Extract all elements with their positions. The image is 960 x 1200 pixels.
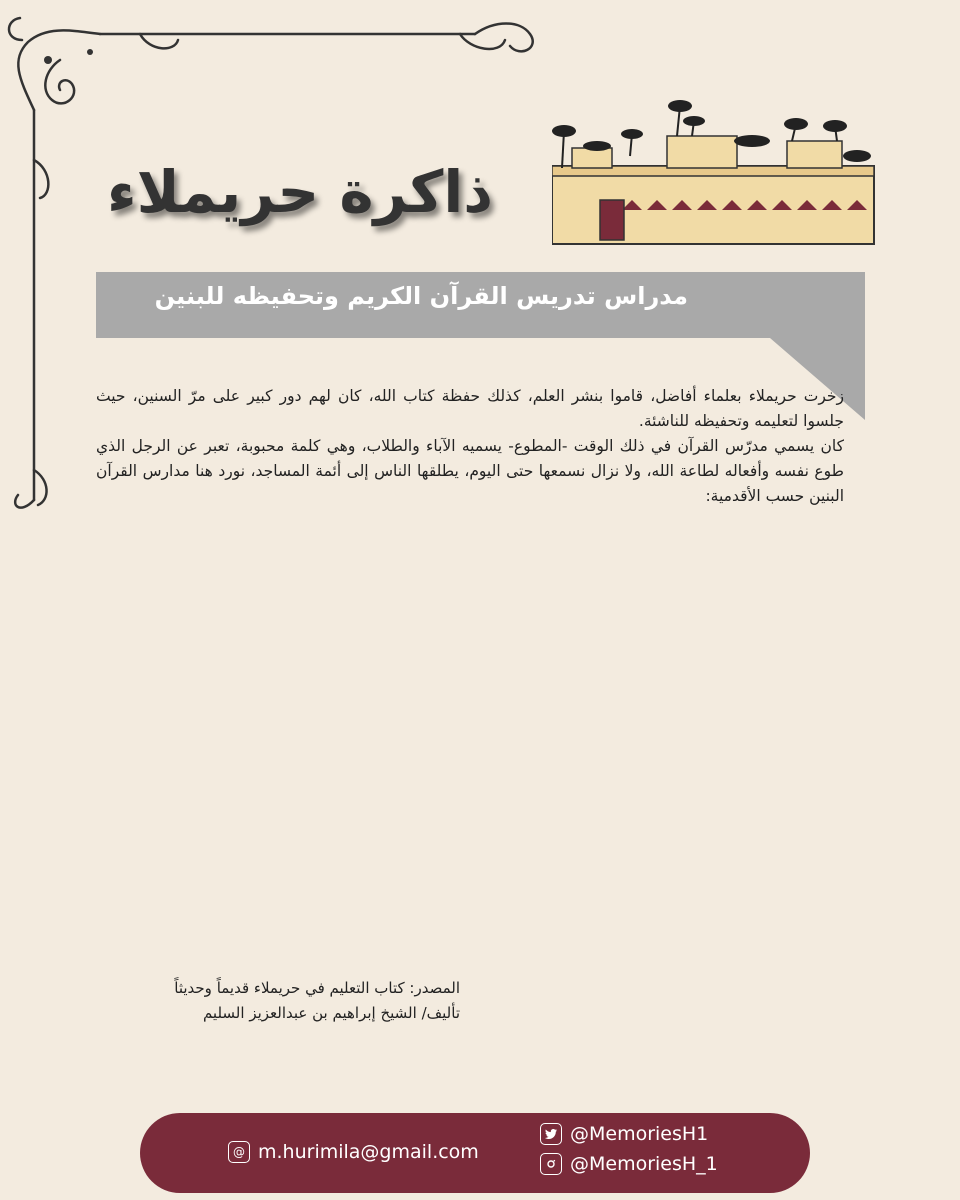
intro-text <box>96 384 844 509</box>
email-contact[interactable] <box>228 1141 479 1163</box>
logo-title: ذاكرة حريملاء <box>106 158 494 226</box>
source-line-1: المصدر: كتاب التعليم في حريملاء قديماً وحديثاً <box>174 979 460 997</box>
source-citation <box>140 976 460 1026</box>
intro-paragraph-1: زخرت حريملاء بعلماء أفاضل، قاموا بنشر العلم، كذلك حفظة كتاب الله، كان لهم دور كبير على مرّ السنين، حيث جلسوا لتعليمه وتحفيظه للناشئة. <box>96 387 844 430</box>
contact-footer <box>140 1113 810 1193</box>
at-sign-icon: @ <box>228 1141 250 1163</box>
instagram-handle[interactable]: @MemoriesH_1 <box>570 1153 718 1175</box>
twitter-handle[interactable]: @MemoriesH1 <box>570 1123 709 1145</box>
instagram-contact[interactable] <box>540 1153 718 1175</box>
banner-title: مدراس تدريس القرآن الكريم وتحفيظه للبنين <box>154 282 688 310</box>
email-address[interactable]: m.hurimila@gmail.com <box>258 1141 479 1163</box>
title-banner <box>0 0 960 440</box>
twitter-contact[interactable] <box>540 1123 708 1145</box>
twitter-icon <box>540 1123 562 1145</box>
intro-paragraph-2: كان يسمي مدرّس القرآن في ذلك الوقت -المطوع- يسميه الآباء والطلاب، وهي كلمة محبوبة، تعبر عن الرجل الذي طوع نفسه وأفعاله لطاعة الله، ولا نزال نسمعها حتى اليوم، يطلقها الناس إلى أئمة المساجد، نورد هنا مدارس القرآن البنين حسب الأقدمية: <box>96 437 844 505</box>
instagram-icon <box>540 1153 562 1175</box>
source-line-2: تأليف/ الشيخ إبراهيم بن عبدالعزيز السليم <box>202 1004 460 1022</box>
